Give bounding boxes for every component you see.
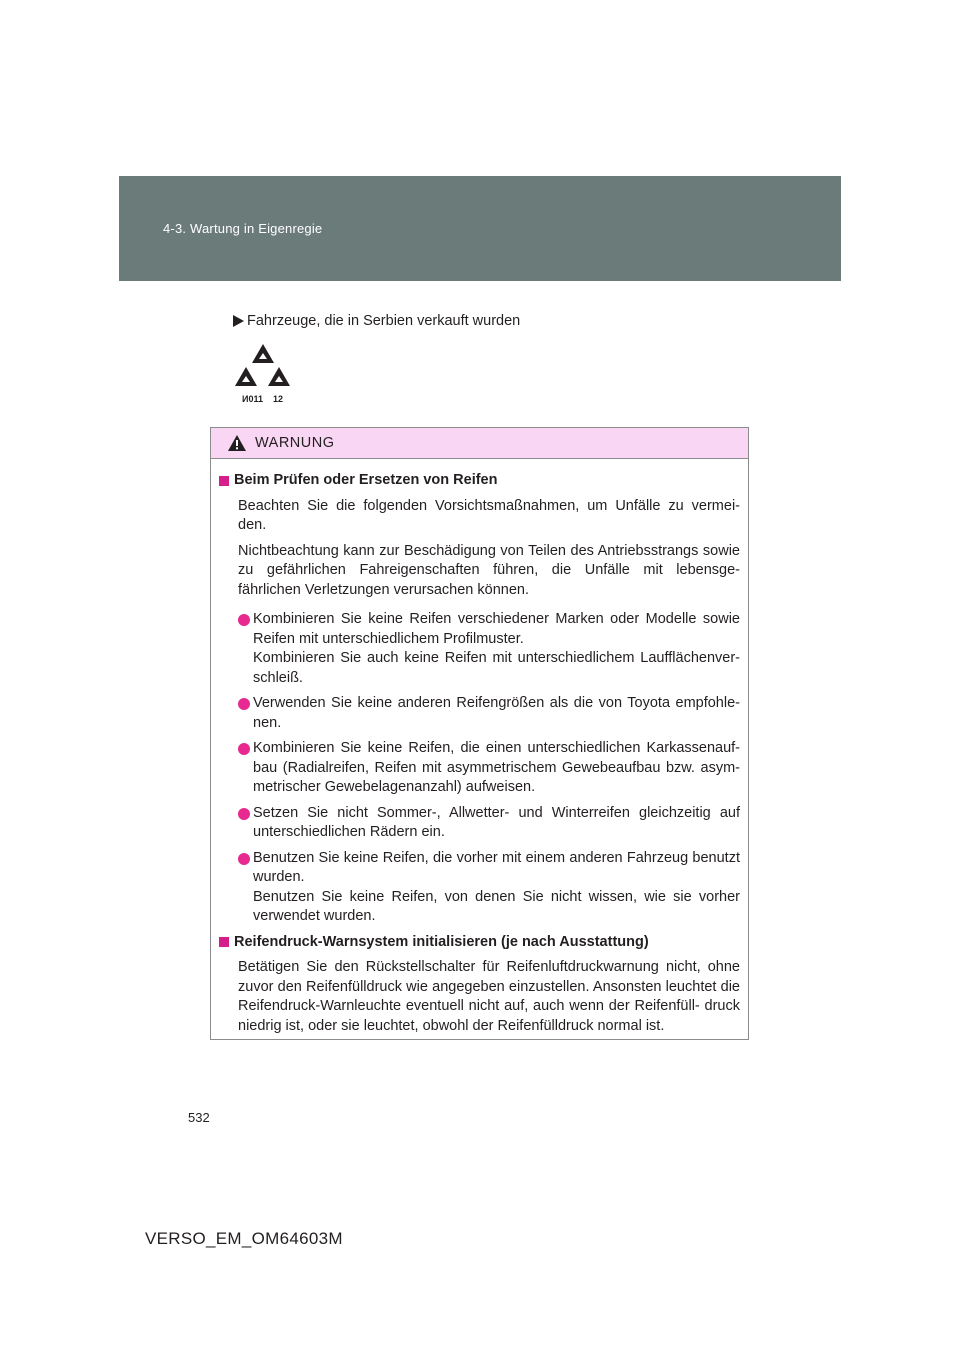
warning-paragraph: Betätigen Sie den Rückstellschalter für Reifenluftdruckwarnung nicht, ohne zuvor den Reifenfülldruck wie angegeben einzustellen. Ansonsten leuchtet die Reifendruck-Warnleuchte eventuell nicht auf, auch wenn der Reifenfüll- druck niedrig ist, oder sie leuchtet, obwohl der Reifenfülldruck normal ist.	[238, 959, 740, 1034]
list-item-text: Kombinieren Sie keine Reifen, die einen unterschiedlichen Karkassenauf- bau (Radialreifen, Reifen mit asymmetrischem Gewebeaufbau bzw. asym- metrischer Gewebelagenanzahl) aufweisen.	[253, 740, 740, 795]
list-item	[238, 804, 740, 843]
section-heading-text: Beim Prüfen oder Ersetzen von Reifen	[234, 472, 498, 488]
list-item	[238, 610, 740, 688]
section-heading-text: Reifendruck-Warnsystem initialisieren (je nach Ausstattung)	[234, 933, 649, 950]
circle-bullet-icon	[238, 614, 250, 626]
mark-number: 12	[273, 394, 284, 404]
footer-document-code: VERSO_EM_OM64603M	[145, 1229, 343, 1248]
list-item	[238, 849, 740, 927]
square-bullet-icon	[219, 937, 229, 947]
mark-code: И011	[242, 394, 263, 404]
section-title: 4-3. Wartung in Eigenregie	[163, 221, 323, 236]
circle-bullet-icon	[238, 743, 250, 755]
list-item-text: Setzen Sie nicht Sommer-, Allwetter- und Winterreifen gleichzeitig auf unterschiedlichen Rädern ein.	[253, 804, 740, 840]
warning-paragraph: Beachten Sie die folgenden Vorsichtsmaßnahmen, um Unfälle zu vermei- den.	[238, 497, 740, 533]
circle-bullet-icon	[238, 698, 250, 710]
list-item-text: Benutzen Sie keine Reifen, die vorher mit einem anderen Fahrzeug benutzt wurden.	[253, 849, 740, 885]
serbian-approval-mark-icon	[233, 340, 293, 406]
list-item-text: Benutzen Sie keine Reifen, von denen Sie nicht wissen, wie sie vorher verwendet wurden.	[253, 888, 740, 924]
list-item	[238, 694, 740, 733]
square-bullet-icon	[219, 476, 229, 486]
intro-text: Fahrzeuge, die in Serbien verkauft wurden	[247, 313, 521, 329]
section-heading-tire-check	[219, 471, 740, 491]
triangle-bullet-icon	[233, 315, 244, 327]
circle-bullet-icon	[238, 853, 250, 865]
warning-triangle-icon	[227, 434, 247, 452]
page-number: 532	[188, 1110, 210, 1125]
list-item-text: Verwenden Sie keine anderen Reifengrößen als die von Toyota empfohle- nen.	[253, 695, 740, 731]
section-heading-tpms	[219, 933, 740, 953]
warning-title: WARNUNG	[255, 435, 335, 451]
warning-header	[211, 428, 748, 459]
list-item-text: Kombinieren Sie keine Reifen verschiedener Marken oder Modelle sowie Reifen mit unterschiedlichem Profilmuster.	[253, 611, 740, 647]
list-item	[238, 739, 740, 798]
circle-bullet-icon	[238, 808, 250, 820]
warning-box	[210, 427, 749, 1040]
warning-paragraph: Nichtbeachtung kann zur Beschädigung von Teilen des Antriebsstrangs sowie zu gefährlichen Fahreigenschaften führen, die Unfälle mit lebensge- fährlichen Verletzungen verursachen können.	[238, 542, 740, 598]
list-item-text: Kombinieren Sie auch keine Reifen mit unterschiedlichem Laufflächenver- schleiß.	[253, 650, 740, 686]
warning-body	[211, 459, 748, 1036]
intro-line	[233, 313, 520, 329]
